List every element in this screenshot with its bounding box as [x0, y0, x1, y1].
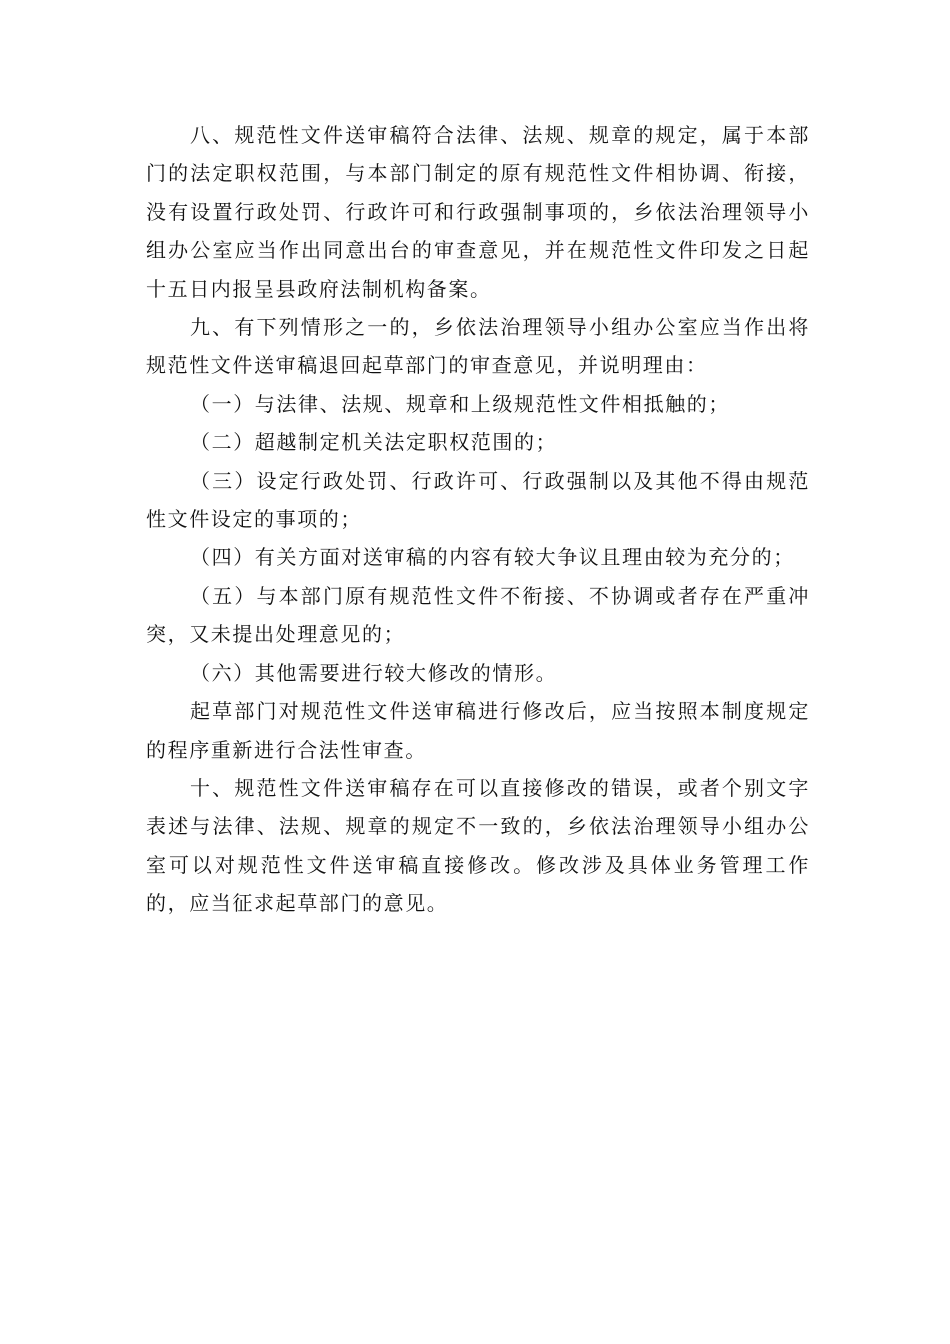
paragraph-item-4: （四）有关方面对送审稿的内容有较大争议且理由较为充分的； [190, 545, 795, 570]
paragraph-item-2: （二）超越制定机关法定职权范围的； [190, 430, 558, 455]
paragraph-article-9: 九、有下列情形之一的，乡依法治理领导小组办公室应当作出将规范性文件送审稿退回起草部门的审查意见，并说明理由： [146, 315, 810, 378]
paragraph-item-5: （五）与本部门原有规范性文件不衔接、不协调或者存在严重冲突，又未提出处理意见的； [146, 583, 810, 647]
paragraph-article-10: 十、规范性文件送审稿存在可以直接修改的错误，或者个别文字表述与法律、法规、规章的规定不一致的，乡依法治理领导小组办公室可以对规范性文件送审稿直接修改。修改涉及具体业务管理工作的，应当征求起草部门的意见。 [146, 775, 810, 916]
paragraph-revision-note: 起草部门对规范性文件送审稿进行修改后，应当按照本制度规定的程序重新进行合法性审查。 [146, 699, 810, 762]
paragraph-article-8: 八、规范性文件送审稿符合法律、法规、规章的规定，属于本部门的法定职权范围，与本部门制定的原有规范性文件相协调、衔接，没有设置行政处罚、行政许可和行政强制事项的，乡依法治理领导小组办公室应当作出同意出台的审查意见，并在规范性文件印发之日起十五日内报呈县政府法制机构备案。 [146, 123, 810, 301]
paragraph-item-3: （三）设定行政处罚、行政许可、行政强制以及其他不得由规范性文件设定的事项的； [146, 468, 810, 532]
document-page [146, 116, 810, 923]
paragraph-item-1: （一）与法律、法规、规章和上级规范性文件相抵触的； [190, 391, 730, 416]
paragraph-item-6: （六）其他需要进行较大修改的情形。 [190, 660, 558, 685]
